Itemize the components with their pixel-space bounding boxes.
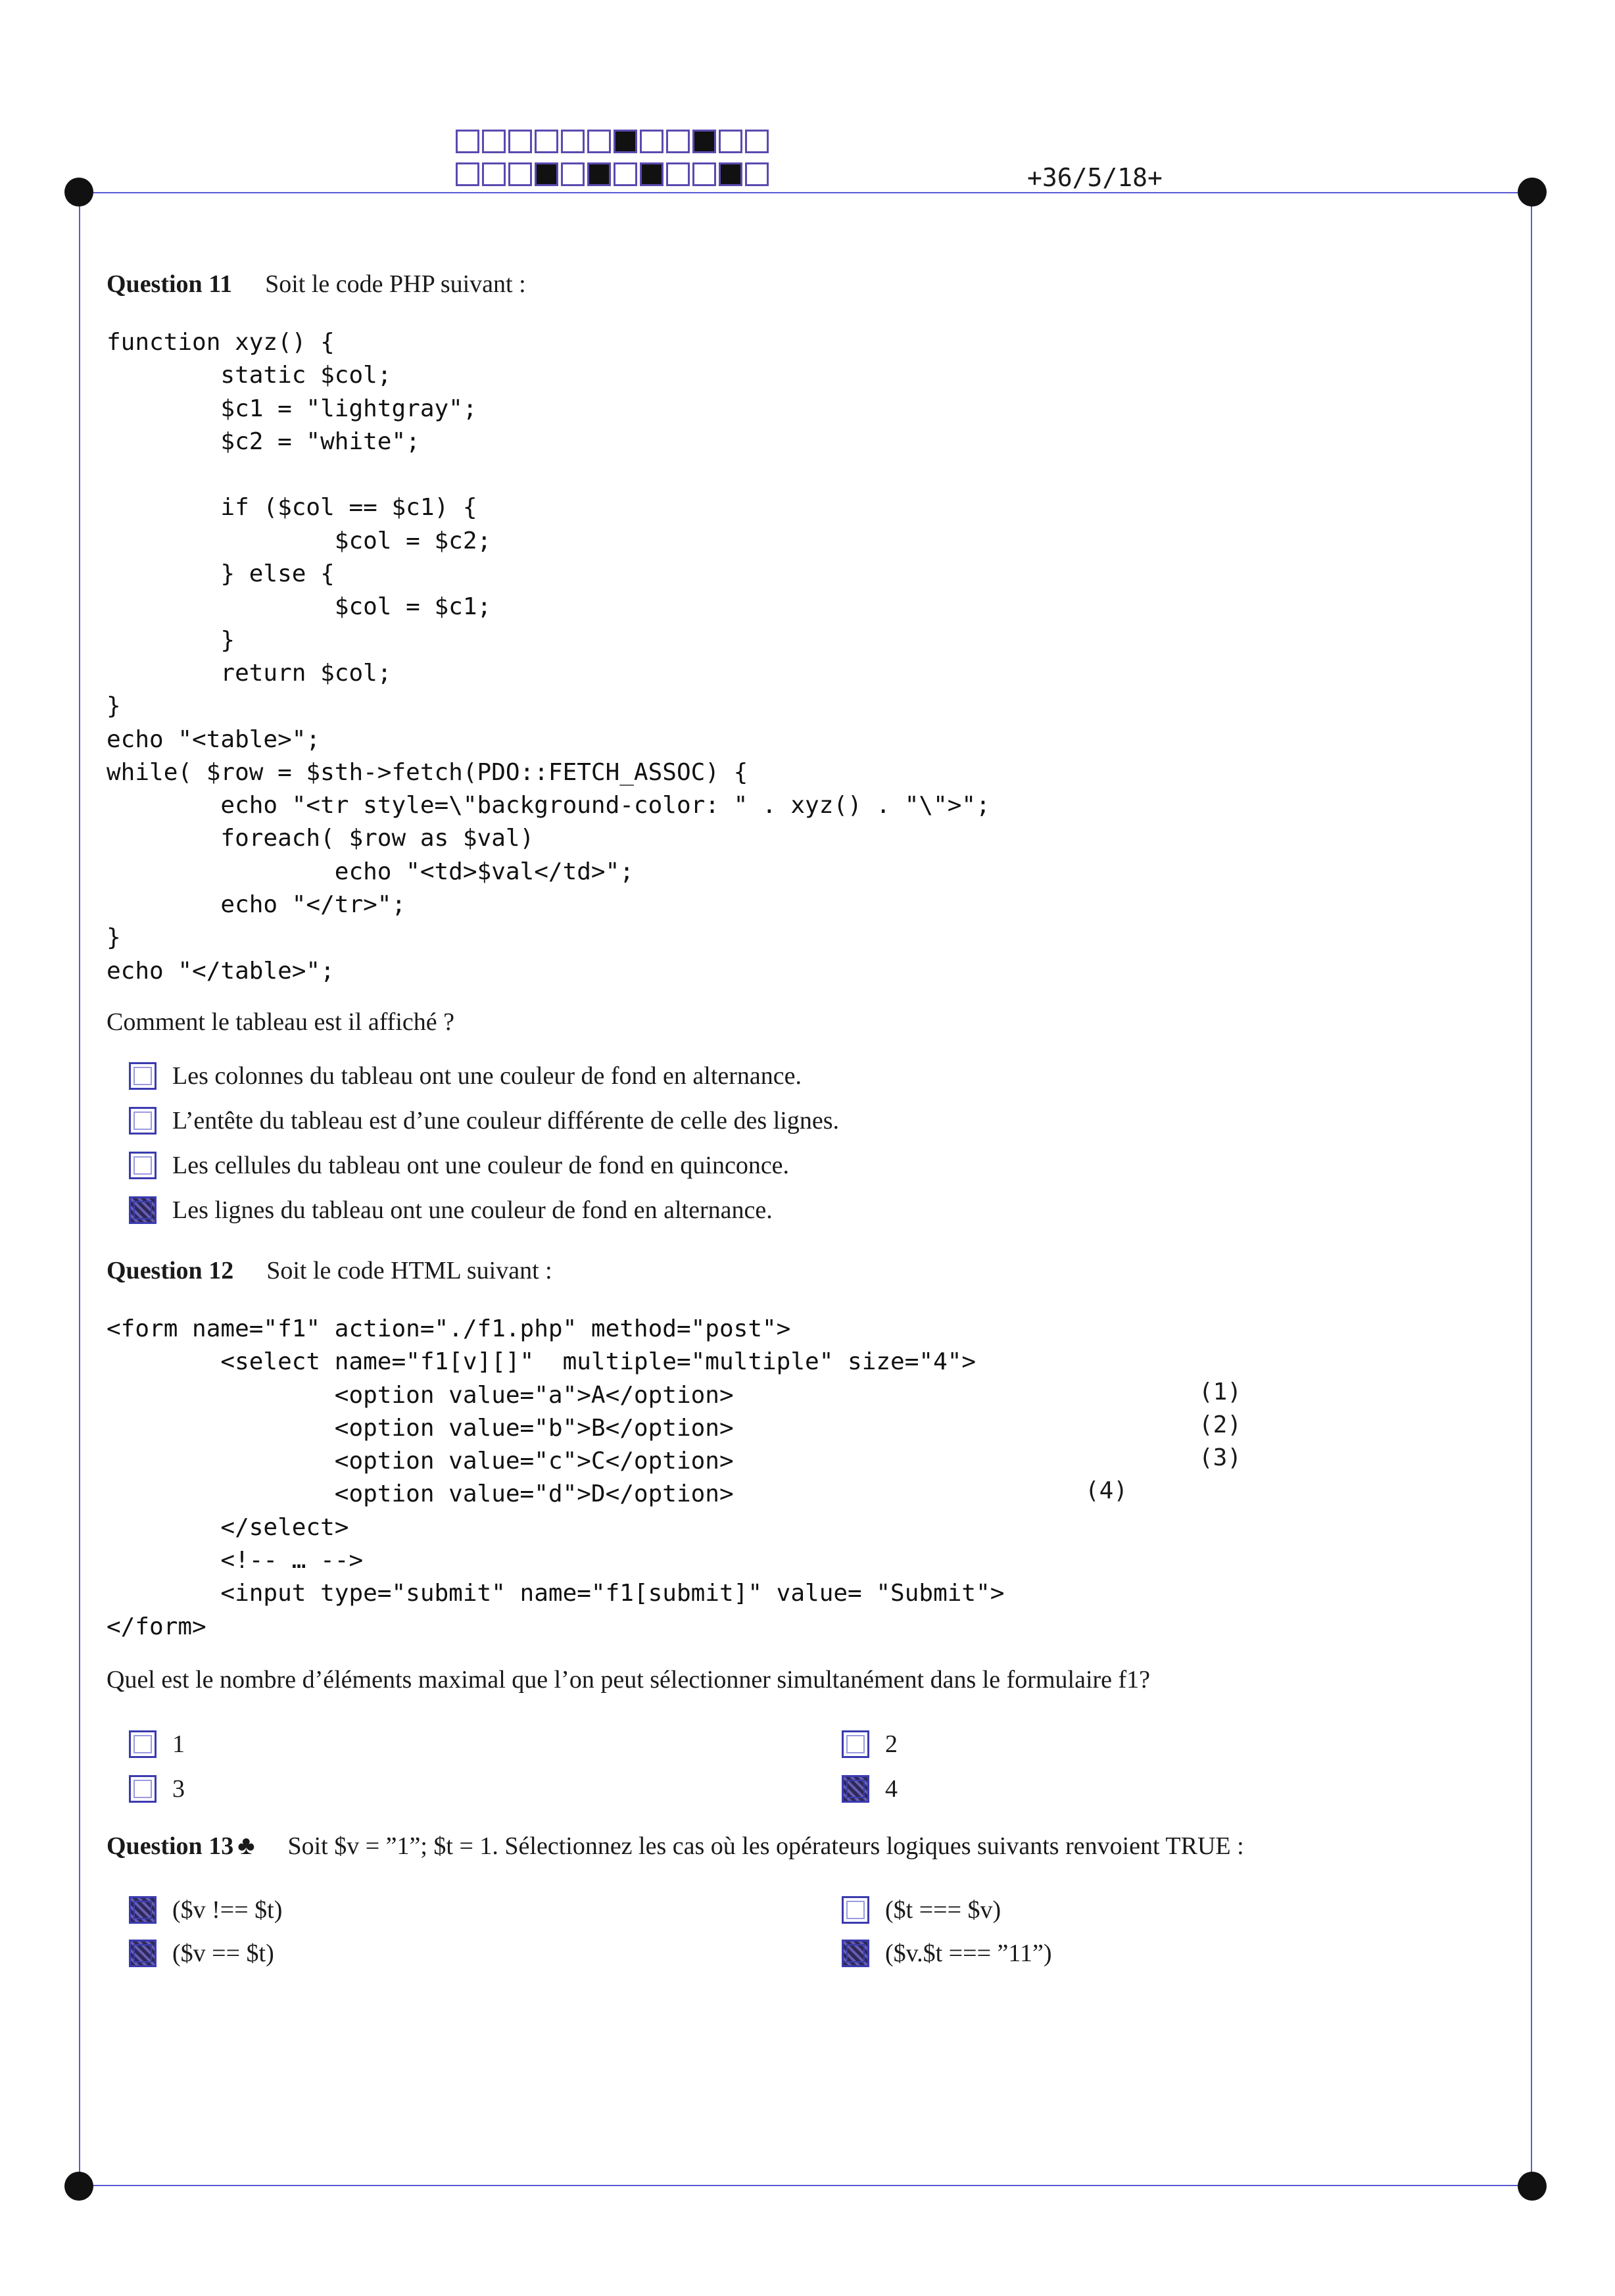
q13-choice-1-label: ($v !== $t) — [172, 1896, 283, 1924]
page-id-marks-row-1 — [456, 130, 771, 153]
q12-checkbox-4[interactable] — [842, 1775, 869, 1803]
q11-choice-4-label: Les lignes du tableau ont une couleur de fond en alternance. — [172, 1196, 773, 1224]
q13-choice-1[interactable] — [129, 1895, 282, 1924]
q13-choice-2[interactable] — [842, 1895, 1001, 1924]
q12-choice-3[interactable] — [129, 1774, 185, 1803]
q13-checkbox-3[interactable] — [129, 1940, 157, 1967]
q12-choice-4[interactable] — [842, 1774, 898, 1803]
id-mark-box — [614, 162, 637, 186]
id-mark-box — [666, 162, 690, 186]
q12-checkbox-2[interactable] — [842, 1730, 869, 1758]
registration-mark-top-left — [64, 178, 93, 207]
id-mark-box — [561, 130, 585, 153]
registration-mark-bottom-left — [64, 2172, 93, 2201]
id-mark-box — [535, 162, 558, 186]
q11-choice-3-label: Les cellules du tableau ont une couleur de fond en quinconce. — [172, 1152, 790, 1179]
page-id-marks-row-2 — [456, 162, 771, 186]
q11-checkbox-2[interactable] — [129, 1107, 157, 1135]
id-mark-box — [692, 162, 716, 186]
id-mark-box — [587, 162, 611, 186]
q13-choice-3[interactable] — [129, 1939, 274, 1968]
page-id: +36/5/18+ — [1027, 163, 1163, 192]
id-mark-box — [745, 162, 769, 186]
question-13-header — [107, 1830, 1244, 1861]
annotation-3: (3) — [1199, 1444, 1242, 1471]
id-mark-box — [692, 130, 716, 153]
q11-checkbox-4[interactable] — [129, 1196, 157, 1224]
question-12-label: Question 12 — [107, 1257, 234, 1284]
question-13-intro: Soit $v = ”1”; $t = 1. Sélectionnez les cas où les opérateurs logiques suivants renvoient TRUE : — [287, 1832, 1244, 1860]
id-mark-box — [456, 130, 479, 153]
id-mark-box — [587, 130, 611, 153]
q13-checkbox-1[interactable] — [129, 1896, 157, 1924]
q13-choice-2-label: ($t === $v) — [885, 1896, 1001, 1924]
question-12-code: <form name="f1" action="./f1.php" method="post"> <select name="f1[v][]" multiple="multiple" size="4"> <option value="a">A</option> <option value="b">B</option> <option value="c">C</option> <option value="d">D</option> </select> <!-- … --> <input type="submit" name="f1[submit]" value= "Submit"> </form> — [107, 1315, 1005, 1640]
id-mark-box — [745, 130, 769, 153]
question-12-header — [107, 1256, 552, 1285]
id-mark-box — [640, 162, 663, 186]
id-mark-box — [640, 130, 663, 153]
id-mark-box — [456, 162, 479, 186]
q13-choice-4-label: ($v.$t === ”11”) — [885, 1940, 1052, 1967]
q12-checkbox-1[interactable] — [129, 1730, 157, 1758]
id-mark-box — [508, 162, 532, 186]
q12-choice-1[interactable] — [129, 1730, 185, 1759]
q11-choice-1-label: Les colonnes du tableau ont une couleur de fond en alternance. — [172, 1062, 802, 1090]
question-11-code: function xyz() { static $col; $c1 = "lightgray"; $c2 = "white"; if ($col == $c1) { $col = $c2; } else { $col = $c1; } return $col; } echo "<table>"; while( $row = $sth->fetch(PDO::FETCH_ASSOC) { echo "<tr style=\"background-color: " . xyz() . "\">"; foreach( $row as $val) echo "<td>$val</td>"; echo "</tr>"; } echo "</table>"; — [107, 329, 990, 985]
q11-checkbox-1[interactable] — [129, 1062, 157, 1090]
id-mark-box — [508, 130, 532, 153]
id-mark-box — [535, 130, 558, 153]
club-icon: ♣ — [237, 1830, 255, 1860]
annotation-2: (2) — [1199, 1411, 1242, 1438]
question-11-label: Question 11 — [107, 270, 233, 298]
question-12-text: Quel est le nombre d’éléments maximal que l’on peut sélectionner simultanément dans le formulaire f1? — [107, 1666, 1151, 1694]
q11-choice-4[interactable] — [129, 1196, 773, 1225]
id-mark-box — [719, 130, 742, 153]
q11-choice-2[interactable] — [129, 1106, 839, 1135]
q12-choice-1-label: 1 — [172, 1730, 185, 1758]
q12-choice-3-label: 3 — [172, 1775, 185, 1803]
id-mark-box — [482, 162, 506, 186]
q13-choice-4[interactable] — [842, 1939, 1052, 1968]
id-mark-box — [719, 162, 742, 186]
q12-choice-4-label: 4 — [885, 1775, 898, 1803]
q13-checkbox-4[interactable] — [842, 1940, 869, 1967]
question-11-header — [107, 270, 526, 299]
annotation-4: (4) — [1085, 1477, 1128, 1504]
registration-mark-top-right — [1518, 178, 1547, 207]
question-11-intro: Soit le code PHP suivant : — [265, 270, 526, 298]
q11-choice-2-label: L’entête du tableau est d’une couleur différente de celle des lignes. — [172, 1107, 839, 1135]
q13-choice-3-label: ($v == $t) — [172, 1940, 274, 1967]
q12-choice-2-label: 2 — [885, 1730, 898, 1758]
registration-mark-bottom-right — [1518, 2172, 1547, 2201]
q13-checkbox-2[interactable] — [842, 1896, 869, 1924]
q11-checkbox-3[interactable] — [129, 1152, 157, 1179]
q11-choice-3[interactable] — [129, 1151, 789, 1180]
id-mark-box — [666, 130, 690, 153]
id-mark-box — [614, 130, 637, 153]
q11-choice-1[interactable] — [129, 1062, 802, 1090]
id-mark-box — [561, 162, 585, 186]
question-13-label: Question 13 — [107, 1832, 234, 1860]
annotation-1: (1) — [1199, 1379, 1242, 1405]
id-mark-box — [482, 130, 506, 153]
question-12-intro: Soit le code HTML suivant : — [266, 1257, 552, 1284]
q12-choice-2[interactable] — [842, 1730, 898, 1759]
q12-checkbox-3[interactable] — [129, 1775, 157, 1803]
question-11-text: Comment le tableau est il affiché ? — [107, 1008, 454, 1036]
